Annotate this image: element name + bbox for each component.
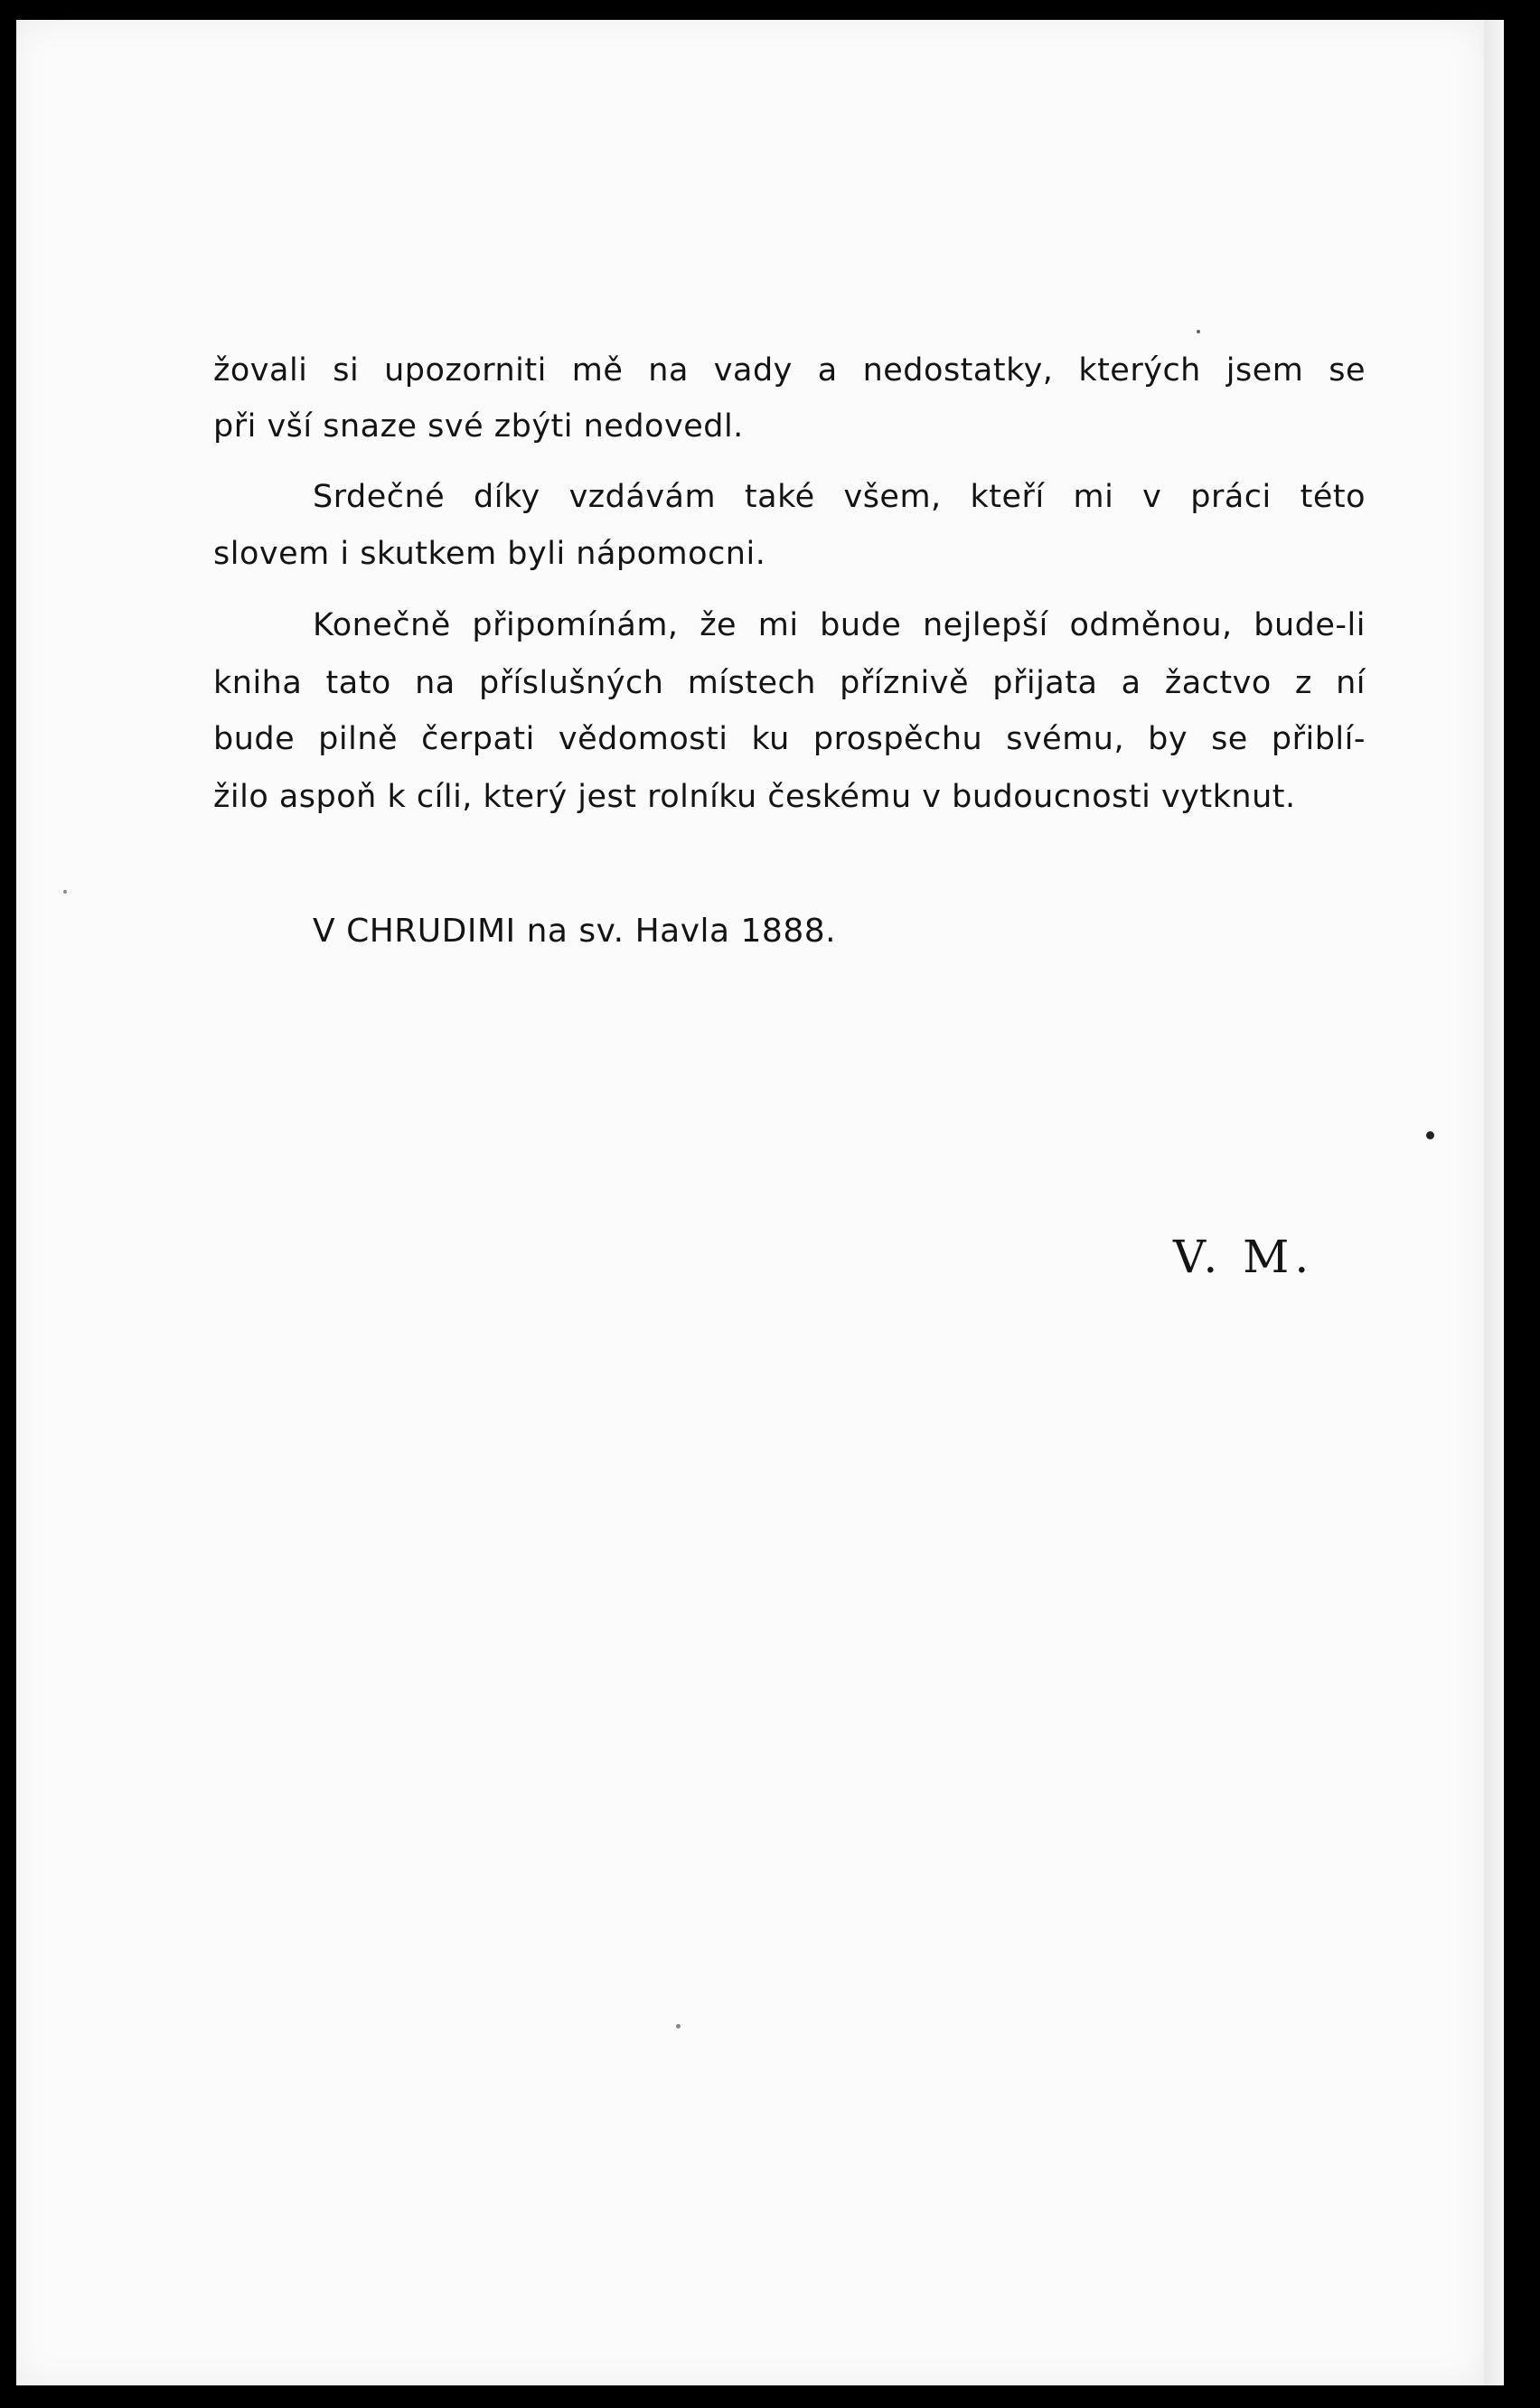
text-line: Srdečné díky vzdávám také všem, kteří mi v práci této [313,479,1366,515]
signature-initials: V. M. [1173,1231,1315,1283]
text-line: Konečně připomínám, že mi bude nejlepší odměnou, bude-li [313,607,1366,643]
ink-speck [63,890,67,894]
text-line: bude pilně čerpati vědomosti ku prospěchu svému, by se přiblí- [213,721,1366,757]
text-line: kniha tato na příslušných místech příznivě přijata a žactvo z ní [213,665,1366,701]
text-line: žovali si upozorniti mě na vady a nedostatky, kterých jsem se [213,352,1366,389]
text-line: při vší snaze své zbýti nedovedl. [213,408,744,445]
text-line: slovem i skutkem byli nápomocni. [213,536,766,572]
ink-speck [1197,330,1200,333]
ink-speck [1426,1131,1434,1139]
ink-speck [676,2024,681,2029]
text-line: žilo aspoň k cíli, který jest rolníku českému v budoucnosti vytknut. [213,779,1296,815]
page-edge [1484,20,1504,2385]
place-date: V CHRUDIMI na sv. Havla 1888. [313,913,837,950]
